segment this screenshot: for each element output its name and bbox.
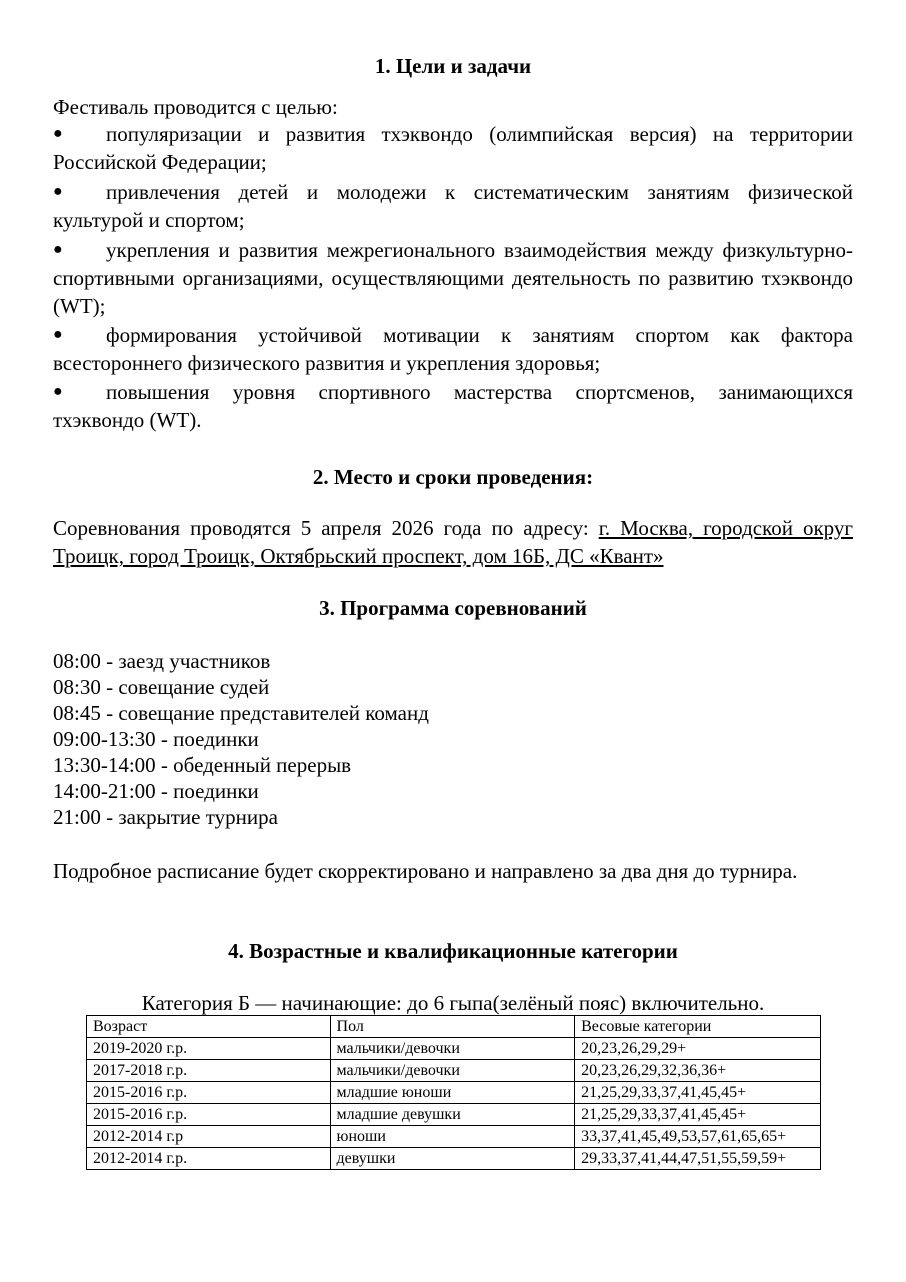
weights-cell: 20,23,26,29,29+ — [575, 1038, 821, 1060]
table-header-cell: Пол — [330, 1016, 575, 1038]
schedule-item: 14:00-21:00 - поединки — [53, 779, 259, 803]
schedule-list — [53, 648, 429, 830]
weights-cell: 21,25,29,33,37,41,45,45+ — [575, 1104, 821, 1126]
gender-cell: юноши — [330, 1126, 575, 1148]
goal-text: укрепления и развития межрегионального взаимодействия между физкультурно-спортивными организациями, осуществляющими деятельность по развитию тхэквондо (WT); — [53, 238, 853, 318]
age-cell: 2019-2020 г.р. — [87, 1038, 331, 1060]
section-2-heading: 2. Место и сроки проведения: — [312, 465, 594, 489]
age-cell: 2017-2018 г.р. — [87, 1060, 331, 1082]
goal-list-item — [53, 378, 853, 434]
goal-list-item — [53, 120, 853, 176]
venue-address: г. Москва, городской округ Троицк, город Троицк, Октябрьский проспект, дом 16Б, ДС «Квант» — [53, 516, 853, 568]
schedule-item: 09:00-13:30 - поединки — [53, 727, 259, 751]
schedule-item: 13:30-14:00 - обеденный перерыв — [53, 753, 352, 777]
section-1-heading: 1. Цели и задачи — [374, 54, 532, 78]
venue-text: Соревнования проводятся 5 апреля 2026 года по адресу: — [53, 516, 599, 540]
table-row — [87, 1148, 821, 1170]
table-header-cell: Весовые категории — [575, 1016, 821, 1038]
goal-list-item — [53, 178, 853, 234]
weights-cell: 29,33,37,41,44,47,51,55,59,59+ — [575, 1148, 821, 1170]
table-row — [87, 1082, 821, 1104]
age-cell: 2012-2014 г.р — [87, 1126, 331, 1148]
age-cell: 2012-2014 г.р. — [87, 1148, 331, 1170]
table-row — [87, 1104, 821, 1126]
gender-cell: младшие девушки — [330, 1104, 575, 1126]
goal-list-item — [53, 236, 853, 320]
bullet-dot-icon: ● — [53, 183, 63, 200]
schedule-item: 08:45 - совещание представителей команд — [53, 701, 429, 725]
goal-text: популяризации и развития тхэквондо (олимпийская версия) на территории Российской Федерации; — [53, 122, 853, 174]
table-row — [87, 1126, 821, 1148]
gender-cell: младшие юноши — [330, 1082, 575, 1104]
gender-cell: девушки — [330, 1148, 575, 1170]
section-4-heading: 4. Возрастные и квалификационные категории — [228, 939, 678, 963]
table-row — [87, 1060, 821, 1082]
section-3-heading: 3. Программа соревнований — [319, 596, 587, 620]
category-caption: Категория Б — начинающие: до 6 гыпа(зелёный пояс) включительно. — [141, 991, 765, 1015]
gender-cell: мальчики/девочки — [330, 1038, 575, 1060]
schedule-item: 21:00 - закрытие турнира — [53, 805, 278, 829]
bullet-dot-icon: ● — [53, 383, 63, 400]
bullet-dot-icon: ● — [53, 241, 63, 258]
schedule-item: 08:00 - заезд участников — [53, 649, 271, 673]
venue-paragraph — [53, 514, 853, 570]
table-row — [87, 1038, 821, 1060]
goal-text: привлечения детей и молодежи к систематическим занятиям физической культурой и спортом; — [53, 180, 853, 232]
weights-cell: 33,37,41,45,49,53,57,61,65,65+ — [575, 1126, 821, 1148]
weight-category-table — [86, 1015, 821, 1170]
table-header-cell: Возраст — [87, 1016, 331, 1038]
schedule-note: Подробное расписание будет скорректировано и направлено за два дня до турнира. — [53, 859, 798, 883]
age-cell: 2015-2016 г.р. — [87, 1082, 331, 1104]
goal-text: формирования устойчивой мотивации к занятиям спортом как фактора всестороннего физического развития и укрепления здоровья; — [53, 323, 853, 375]
schedule-item: 08:30 - совещание судей — [53, 675, 270, 699]
weights-cell: 20,23,26,29,32,36,36+ — [575, 1060, 821, 1082]
goal-list-item — [53, 321, 853, 377]
age-cell: 2015-2016 г.р. — [87, 1104, 331, 1126]
section-1-intro: Фестиваль проводится с целью: — [53, 95, 338, 119]
goal-text: повышения уровня спортивного мастерства спортсменов, занимающихся тхэквондо (WT). — [53, 380, 853, 432]
bullet-dot-icon: ● — [53, 326, 63, 343]
weights-cell: 21,25,29,33,37,41,45,45+ — [575, 1082, 821, 1104]
table-header-row — [87, 1016, 821, 1038]
gender-cell: мальчики/девочки — [330, 1060, 575, 1082]
bullet-dot-icon: ● — [53, 125, 63, 142]
